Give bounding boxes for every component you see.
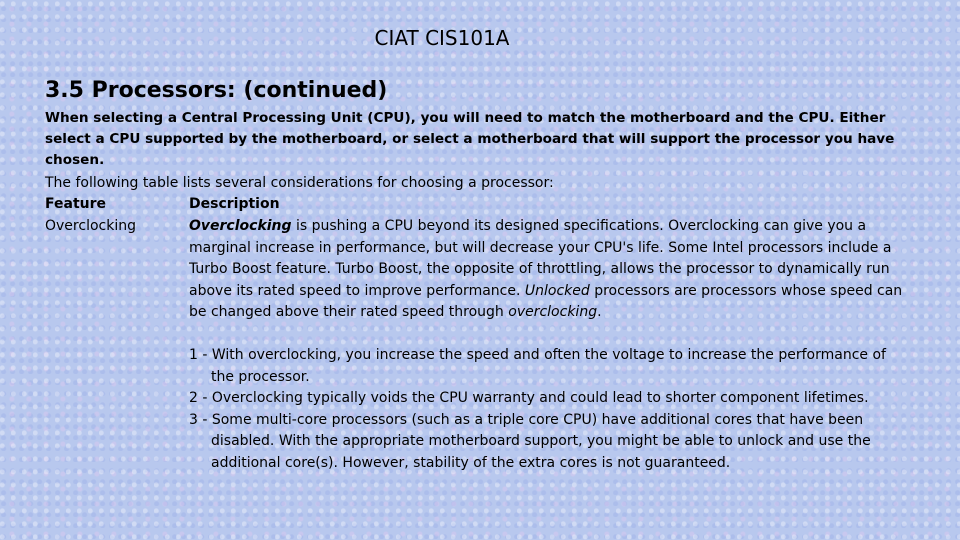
desc-term-overclocking: Overclocking	[189, 218, 292, 234]
note-item: 1 - With overclocking, you increase the speed and often the voltage to increase the performance of the processor.	[189, 347, 886, 385]
desc-text-part1: is pushing a CPU beyond its designed specifications. Overclocking can give you a marginal increase in performance, but will decrease your CPU's life. Some Intel processors include a Turbo Boost feature. Turbo Boost, the opposite of throttling, allows the processor to dynamically run above its rated speed to improve performance.	[189, 218, 892, 299]
desc-term-overclocking-2: overclocking	[508, 304, 598, 321]
note-item: 2 - Overclocking typically voids the CPU warranty and could lead to shorter component lifetimes.	[189, 390, 869, 407]
table-lead-text: The following table lists several considerations for choosing a processor:	[45, 175, 554, 191]
desc-text-part2: processors are processors whose speed can be changed above their rated speed through	[189, 282, 903, 321]
feature-column-header: Feature	[45, 196, 106, 212]
intro-paragraph: When selecting a Central Processing Unit (CPU), you will need to match the motherboard and the CPU. Either select a CPU supported by the motherboard, or select a motherboard that will support the processor you have chosen.	[45, 110, 895, 168]
note-item: 3 - Some multi-core processors (such as a triple core CPU) have additional cores that have been disabled. With the appropriate motherboard support, you might be able to unlock and use the additional core(s). However, stability of the extra cores is not guaranteed.	[189, 411, 871, 471]
description-column-header: Description	[189, 196, 280, 212]
description-cell-overclocking	[189, 216, 909, 324]
desc-term-unlocked: Unlocked	[524, 282, 590, 299]
feature-cell-overclocking: Overclocking	[45, 218, 136, 234]
desc-text-part3: .	[597, 304, 602, 321]
slide-header: CIAT CIS101A	[374, 26, 510, 50]
notes-list	[189, 345, 909, 475]
slide-title: 3.5 Processors: (continued)	[45, 78, 388, 103]
